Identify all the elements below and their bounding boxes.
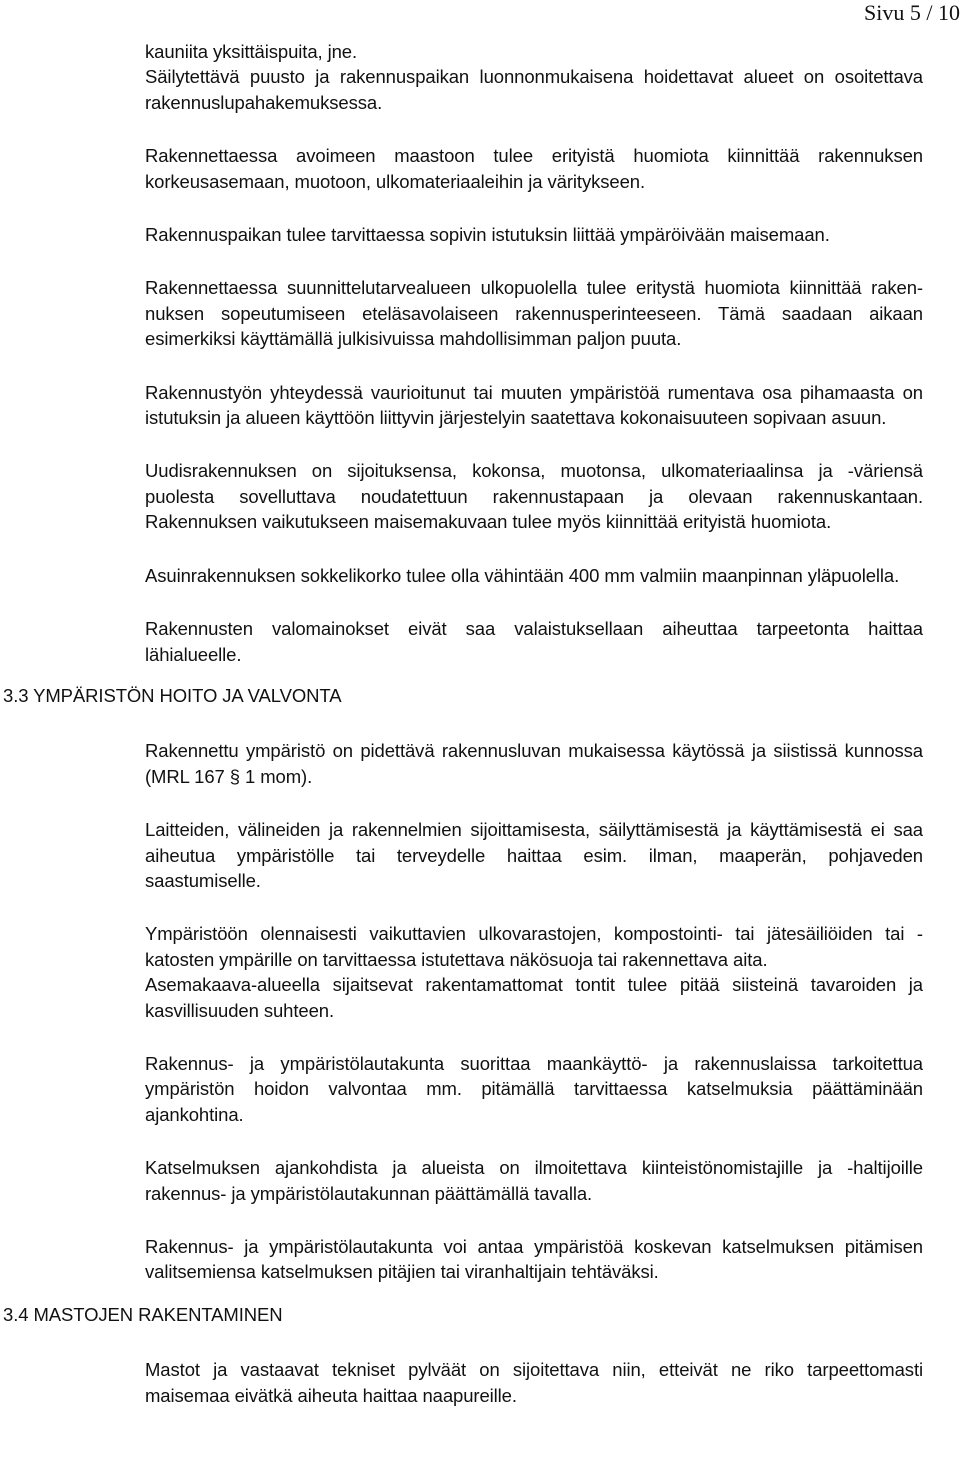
paragraph-light-advertising	[145, 616, 923, 667]
paragraph-new-buildings	[145, 458, 923, 534]
text-line: lähialueelle.	[145, 643, 242, 665]
text-line: saastumiselle.	[145, 869, 261, 891]
text-line: istutuksin ja alueen käyttöön liittyvin järjestelyin saatettava kokonaisuuteen sopivaan asuun.	[145, 407, 887, 429]
document-body	[0, 39, 960, 1408]
section-heading-3-4: 3.4 MASTOJEN RAKENTAMINEN	[3, 1303, 283, 1325]
text-line: Asuinrakennuksen sokkelikorko tulee olla vähintään 400 mm valmiin maanpinnan yläpuolella.	[145, 564, 900, 586]
text-line: esimerkiksi käyttämällä julkisivuissa mahdollisimman paljon puuta.	[145, 328, 682, 350]
text-line: (MRL 167 § 1 mom).	[145, 765, 313, 787]
text-line: valitsemiensa katselmuksen pitäjien tai viranhaltijain tehtäväksi.	[145, 1261, 659, 1283]
paragraph-inspection-notice	[145, 1155, 923, 1206]
paragraph-equipment-placement	[145, 817, 923, 893]
section-heading-3-3: 3.3 YMPÄRISTÖN HOITO JA VALVONTA	[3, 684, 342, 706]
paragraph-building-tradition	[145, 275, 923, 351]
text-line: Säilytettävä puusto ja rakennuspaikan luonnonmukaisena hoidettavat alueet on osoitettava	[145, 66, 923, 88]
paragraph-storage-screening	[145, 921, 923, 1023]
paragraph-trees	[145, 39, 923, 115]
page-number: Sivu 5 / 10	[864, 0, 960, 25]
paragraph-plinth-height	[145, 563, 923, 588]
text-line: ympäristön hoidon valvontaa mm. pitämällä tarvittaessa katselmuksia päättäminään	[145, 1078, 923, 1100]
paragraph-open-terrain	[145, 143, 923, 194]
text-line: kauniita yksittäispuita, jne.	[145, 41, 358, 62]
text-line: Rakennuksen vaikutukseen maisemakuvaan tulee myös kiinnittää erityistä huomiota.	[145, 511, 832, 533]
text-line: Rakennettaessa suunnittelutarvealueen ulkopuolella tulee eritystä huomiota kiinnittää raken-	[145, 277, 923, 299]
paragraph-plantings	[145, 222, 923, 247]
text-line: kasvillisuuden suhteen.	[145, 999, 334, 1021]
text-line: Uudisrakennuksen on sijoituksensa, kokonsa, muotonsa, ulkomateriaalinsa ja -väriensä	[145, 460, 923, 482]
text-line: Rakennus- ja ympäristölautakunta voi antaa ympäristöä koskevan katselmuksen pitämisen	[145, 1236, 923, 1257]
text-line: Laitteiden, välineiden ja rakennelmien sijoittamisesta, säilyttämisestä ja käyttämisestä ei saa	[145, 819, 923, 841]
text-line: Katselmuksen ajankohdista ja alueista on ilmoitettava kiinteistönomistajille ja -haltijoille	[145, 1157, 923, 1179]
text-line: Ympäristöön olennaisesti vaikuttavien ulkovarastojen, kompostointi- tai jätesäiliöiden tai -	[145, 923, 923, 945]
text-line: aiheutua ympäristölle tai terveydelle haittaa esim. ilman, maaperän, pohjaveden	[145, 844, 923, 866]
text-line: Rakennuspaikan tulee tarvittaessa sopivin istutuksin liittää ympäröivään maisemaan.	[145, 224, 830, 246]
text-line: Rakennettu ympäristö on pidettävä rakennusluvan mukaisessa käytössä ja siistissä kunnossa	[145, 740, 923, 762]
text-line: Mastot ja vastaavat tekniset pylväät on sijoitettava niin, etteivät ne riko tarpeettomasti	[145, 1359, 923, 1381]
text-line: Rakennustyön yhteydessä vaurioitunut tai muuten ympäristöä rumentava osa pihamaasta on	[145, 381, 923, 403]
text-line: rakennuslupahakemuksessa.	[145, 91, 383, 113]
text-line: rakennus- ja ympäristölautakunnan päättämällä tavalla.	[145, 1182, 593, 1204]
text-line: Asemakaava-alueella sijaitsevat rakentamattomat tontit tulee pitää siisteinä tavaroiden ja	[145, 974, 923, 996]
paragraph-masts	[145, 1357, 923, 1408]
text-line: korkeusasemaan, muotoon, ulkomateriaaleihin ja väritykseen.	[145, 170, 646, 192]
text-line: Rakennus- ja ympäristölautakunta suorittaa maankäyttö- ja rakennuslaissa tarkoitettua	[145, 1052, 923, 1074]
text-line: puolesta sovelluttava noudatettuun rakennustapaan ja olevaan rakennuskantaan.	[145, 485, 923, 507]
text-line: ajankohtina.	[145, 1103, 244, 1125]
paragraph-inspection-delegation	[145, 1234, 923, 1285]
text-line: Rakennusten valomainokset eivät saa valaistuksellaan aiheuttaa tarpeetonta haittaa	[145, 618, 923, 640]
text-line: nuksen sopeutumiseen eteläsavolaiseen rakennusperinteeseen. Tämä saadaan aikaan	[145, 302, 923, 324]
paragraph-maintained-environment	[145, 738, 923, 789]
text-line: maisemaa eivätkä aiheuta haittaa naapureille.	[145, 1384, 517, 1406]
paragraph-damaged-yard	[145, 380, 923, 431]
paragraph-supervision	[145, 1051, 923, 1127]
text-line: Rakennettaessa avoimeen maastoon tulee erityistä huomiota kiinnittää rakennuksen	[145, 145, 923, 167]
text-line: katosten ympärille on tarvittaessa istutettava näkösuoja tai rakennettava aita.	[145, 948, 768, 970]
